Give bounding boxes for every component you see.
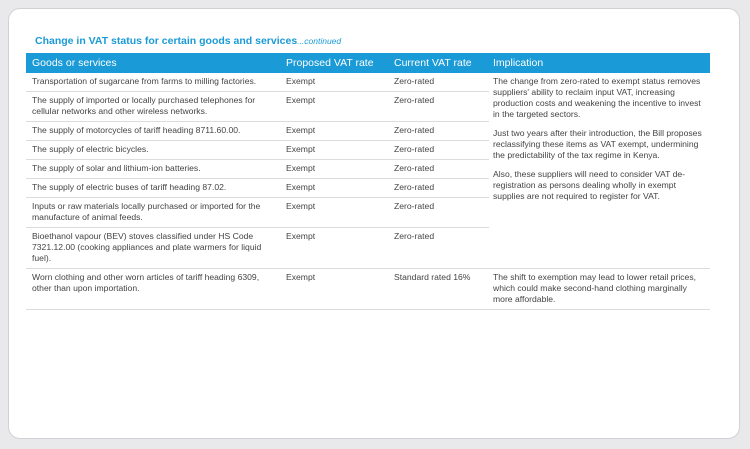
cell-current: Zero-rated (388, 198, 489, 228)
cell-goods: The supply of motorcycles of tariff heading 8711.60.00. (26, 122, 280, 141)
cell-proposed: Exempt (280, 92, 388, 122)
cell-proposed: Exempt (280, 179, 388, 198)
header-implication: Implication (489, 53, 710, 73)
cell-implication: The shift to exemption may lead to lower retail prices, which could make second-hand clothing marginally more affordable. (489, 269, 710, 310)
cell-goods: Transportation of sugarcane from farms to milling factories. (26, 73, 280, 92)
cell-current: Standard rated 16% (388, 269, 489, 310)
cell-current: Zero-rated (388, 122, 489, 141)
cell-proposed: Exempt (280, 228, 388, 269)
implication-paragraph: The change from zero-rated to exempt status removes suppliers' ability to reclaim input VAT, increasing production costs and weakening the incentive to invest in the targeted sectors. (493, 76, 701, 119)
title-main: Change in VAT status for certain goods and services (35, 35, 298, 47)
cell-implication-group (489, 73, 710, 269)
cell-goods: Inputs or raw materials locally purchased or imported for the manufacture of animal feeds. (26, 198, 280, 228)
header-goods: Goods or services (26, 53, 280, 73)
cell-goods: Bioethanol vapour (BEV) stoves classified under HS Code 7321.12.00 (cooking appliances and plate warmers for liquid fuel). (26, 228, 280, 269)
cell-goods: The supply of electric bicycles. (26, 141, 280, 160)
cell-goods: The supply of electric buses of tariff heading 87.02. (26, 179, 280, 198)
cell-proposed: Exempt (280, 122, 388, 141)
header-proposed-rate: Proposed VAT rate (280, 53, 388, 73)
cell-current: Zero-rated (388, 160, 489, 179)
cell-proposed: Exempt (280, 73, 388, 92)
implication-paragraph: Also, these suppliers will need to consider VAT de-registration as persons dealing wholly in exempt supplies are not required to register for VAT. (493, 169, 686, 201)
cell-current: Zero-rated (388, 228, 489, 269)
cell-goods: The supply of solar and lithium-ion batteries. (26, 160, 280, 179)
header-current-rate: Current VAT rate (388, 53, 489, 73)
cell-proposed: Exempt (280, 141, 388, 160)
vat-status-table (26, 53, 710, 310)
cell-current: Zero-rated (388, 92, 489, 122)
table-row (26, 269, 710, 310)
cell-goods: The supply of imported or locally purchased telephones for cellular networks and other wireless networks. (26, 92, 280, 122)
cell-proposed: Exempt (280, 269, 388, 310)
section-title (35, 35, 341, 47)
table-row (26, 73, 710, 92)
table-header-row (26, 53, 710, 73)
title-continued: ...continued (297, 36, 342, 46)
cell-current: Zero-rated (388, 141, 489, 160)
cell-proposed: Exempt (280, 198, 388, 228)
cell-goods: Worn clothing and other worn articles of tariff heading 6309, other than upon importation. (26, 269, 280, 310)
cell-proposed: Exempt (280, 160, 388, 179)
cell-current: Zero-rated (388, 179, 489, 198)
cell-current: Zero-rated (388, 73, 489, 92)
implication-paragraph: Just two years after their introduction, the Bill proposes reclassifying these items as VAT exempt, undermining the predictability of the tax regime in Kenya. (493, 128, 702, 160)
